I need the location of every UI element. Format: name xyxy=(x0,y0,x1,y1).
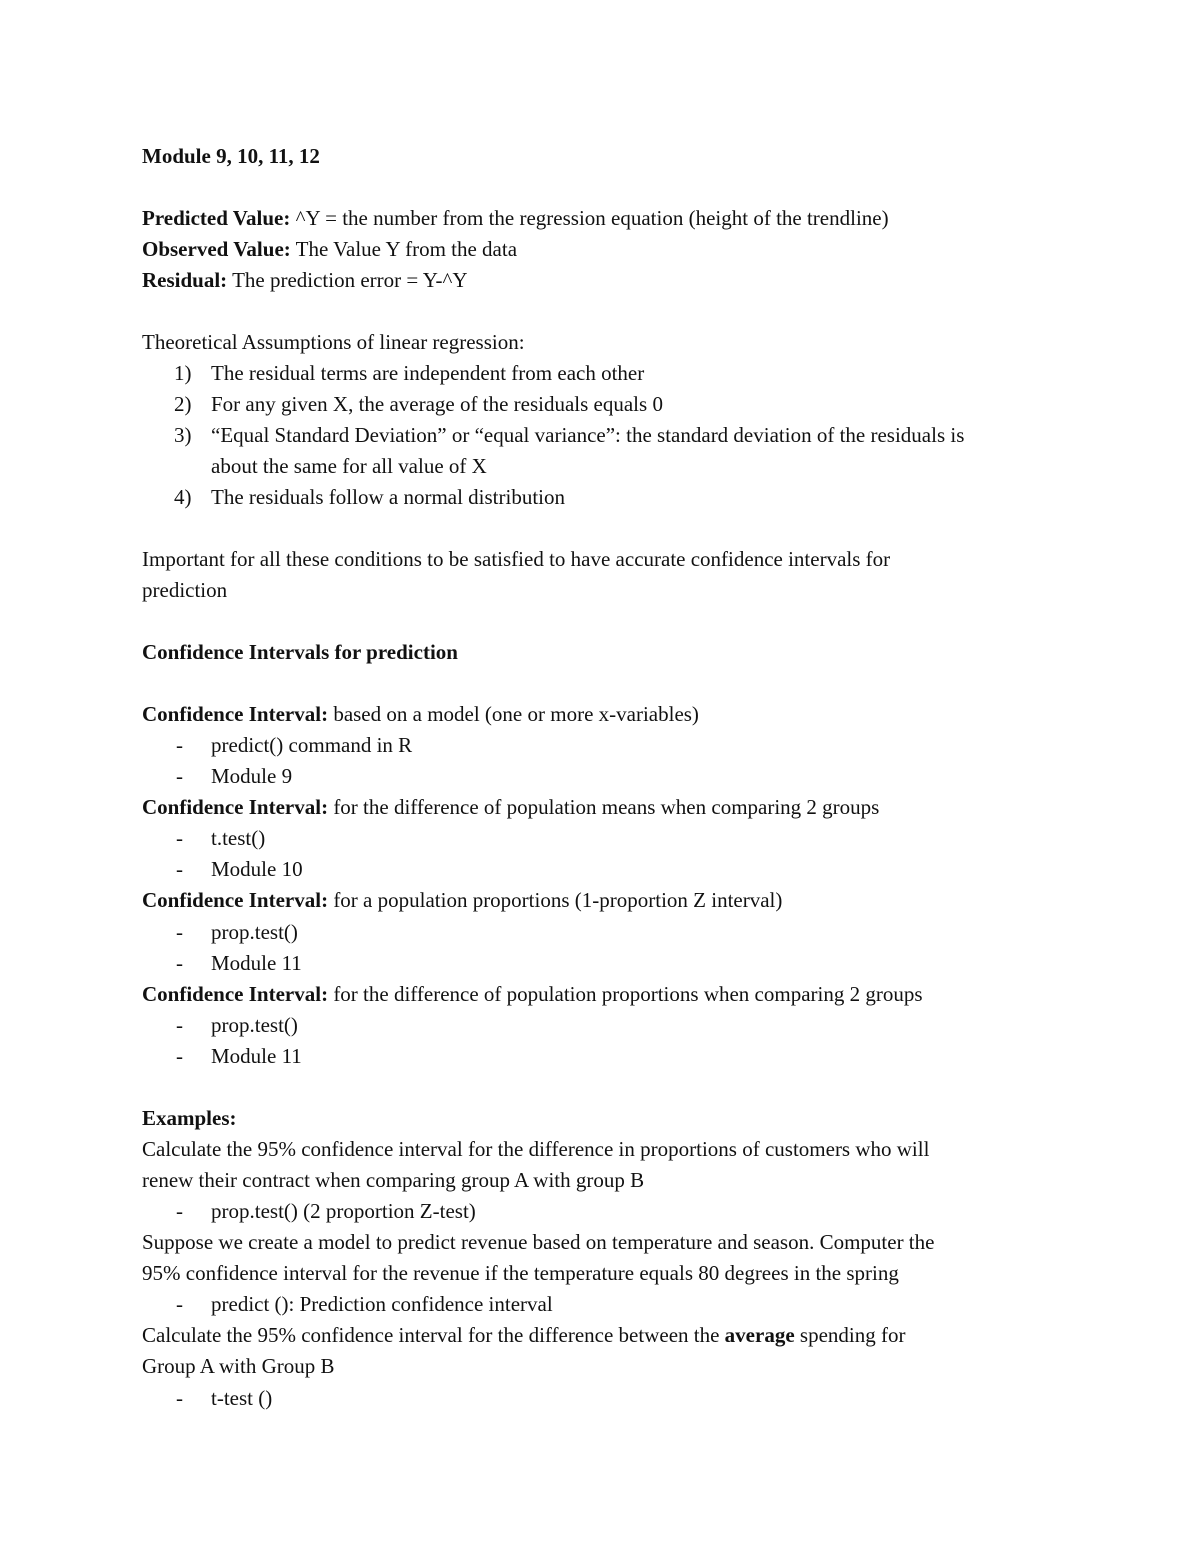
list-item: The residuals follow a normal distribution xyxy=(211,485,566,509)
bullet-item: predict (): Prediction confidence interval xyxy=(211,1292,553,1316)
example-text: Suppose we create a model to predict revenue based on temperature and season. Computer the xyxy=(142,1230,935,1254)
example-text: Group A with Group B xyxy=(142,1354,335,1378)
ci-definition: Confidence Interval: for the difference of population means when comparing 2 groups xyxy=(142,795,880,819)
bullet-dash: - xyxy=(176,1044,183,1068)
bullet-dash: - xyxy=(176,1199,183,1223)
bullet-dash: - xyxy=(176,826,183,850)
ci-definition: Confidence Interval: based on a model (one or more x-variables) xyxy=(142,702,699,726)
bullet-item: Module 10 xyxy=(211,857,303,881)
list-item: The residual terms are independent from each other xyxy=(211,361,645,385)
assumptions-heading: Theoretical Assumptions of linear regression: xyxy=(142,330,525,354)
example-text: Calculate the 95% confidence interval for the difference between the average spending for xyxy=(142,1323,906,1347)
ci-definition: Confidence Interval: for a population proportions (1-proportion Z interval) xyxy=(142,888,783,912)
important-note-continuation: prediction xyxy=(142,578,228,602)
bullet-item: t-test () xyxy=(211,1386,273,1410)
bullet-dash: - xyxy=(176,920,183,944)
bullet-item: predict() command in R xyxy=(211,733,413,757)
predicted-value-definition: Predicted Value: ^Y = the number from the regression equation (height of the trendline) xyxy=(142,206,889,230)
bullet-item: prop.test() (2 proportion Z-test) xyxy=(211,1199,476,1223)
bullet-dash: - xyxy=(176,764,183,788)
bullet-item: Module 11 xyxy=(211,1044,302,1068)
bullet-dash: - xyxy=(176,1292,183,1316)
important-note: Important for all these conditions to be satisfied to have accurate confidence intervals for xyxy=(142,547,891,571)
document-title: Module 9, 10, 11, 12 xyxy=(142,144,320,168)
ci-heading: Confidence Intervals for prediction xyxy=(142,640,458,664)
bullet-dash: - xyxy=(176,733,183,757)
list-number: 1) xyxy=(174,361,192,385)
example-text: renew their contract when comparing group A with group B xyxy=(142,1168,645,1192)
bullet-item: prop.test() xyxy=(211,920,298,944)
bullet-dash: - xyxy=(176,951,183,975)
observed-value-definition: Observed Value: The Value Y from the data xyxy=(142,237,518,261)
bullet-dash: - xyxy=(176,857,183,881)
list-item: For any given X, the average of the residuals equals 0 xyxy=(211,392,663,416)
examples-heading: Examples: xyxy=(142,1106,237,1130)
list-number: 2) xyxy=(174,392,192,416)
ci-definition: Confidence Interval: for the difference of population proportions when comparing 2 groups xyxy=(142,982,923,1006)
example-text: 95% confidence interval for the revenue if the temperature equals 80 degrees in the spring xyxy=(142,1261,899,1285)
list-item-continuation: about the same for all value of X xyxy=(211,454,487,478)
list-item: “Equal Standard Deviation” or “equal variance”: the standard deviation of the residuals is xyxy=(211,423,965,447)
bullet-item: Module 9 xyxy=(211,764,293,788)
example-text: Calculate the 95% confidence interval for the difference in proportions of customers who will xyxy=(142,1137,930,1161)
residual-definition: Residual: The prediction error = Y-^Y xyxy=(142,268,468,292)
list-number: 3) xyxy=(174,423,192,447)
list-number: 4) xyxy=(174,485,192,509)
bullet-item: prop.test() xyxy=(211,1013,298,1037)
bullet-dash: - xyxy=(176,1013,183,1037)
bullet-item: Module 11 xyxy=(211,951,302,975)
bullet-item: t.test() xyxy=(211,826,266,850)
bullet-dash: - xyxy=(176,1386,183,1410)
